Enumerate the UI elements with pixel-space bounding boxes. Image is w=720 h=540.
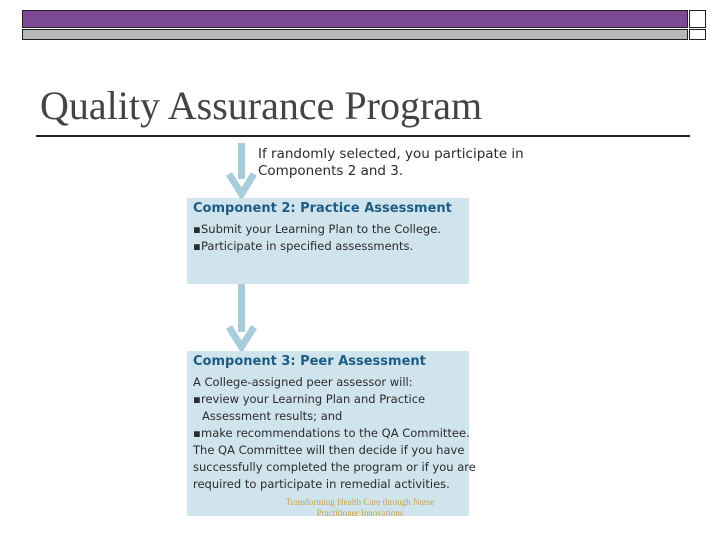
slide-footer: [280, 497, 440, 519]
component-3-body: [193, 374, 476, 493]
intro-line: Components 2 and 3.: [258, 163, 404, 179]
intro-line: If randomly selected, you participate in: [258, 146, 524, 162]
bullet-item: [193, 238, 465, 255]
footer-line: Transforming Health Care through Nurse: [285, 497, 435, 507]
closing-text: required to participate in remedial activities.: [193, 477, 450, 491]
down-arrow-icon: [222, 143, 262, 198]
corner-square-bottom: [689, 29, 706, 40]
bullet-text: make recommendations to the QA Committee.: [201, 426, 470, 440]
purple-bar: [22, 10, 688, 28]
component-2-heading: Component 2: Practice Assessment: [193, 201, 452, 216]
bullet-item: [193, 425, 470, 442]
title-decoration-bar: [22, 10, 706, 42]
grey-bar: [22, 29, 688, 40]
bullet-icon: ▪: [193, 426, 201, 440]
slide-title: Quality Assurance Program: [40, 83, 483, 128]
bullet-icon: ▪: [193, 239, 201, 253]
closing-text: successfully completed the program or if you are: [193, 460, 476, 474]
component-3-box: [187, 351, 476, 516]
bullet-text: Participate in specified assessments.: [201, 239, 414, 253]
bullet-text: review your Learning Plan and Practice: [201, 392, 426, 406]
bullet-item: [193, 391, 465, 408]
corner-square-top: [689, 10, 706, 28]
bullet-continuation: Assessment results; and: [202, 409, 343, 423]
lead-text: A College-assigned peer assessor will:: [193, 375, 413, 389]
closing-text: The QA Committee will then decide if you have: [193, 443, 465, 457]
bullet-text: Submit your Learning Plan to the College.: [201, 222, 441, 236]
bullet-icon: ▪: [193, 392, 201, 406]
bullet-item: [193, 221, 465, 238]
component-2-body: [193, 221, 465, 255]
down-arrow-icon: [222, 284, 262, 351]
footer-line: Practitioner Innovations: [316, 508, 404, 518]
title-underline: [36, 135, 690, 137]
intro-text: [258, 146, 548, 180]
bullet-icon: ▪: [193, 222, 201, 236]
component-3-heading: Component 3: Peer Assessment: [193, 354, 426, 369]
component-2-box: [187, 198, 469, 284]
